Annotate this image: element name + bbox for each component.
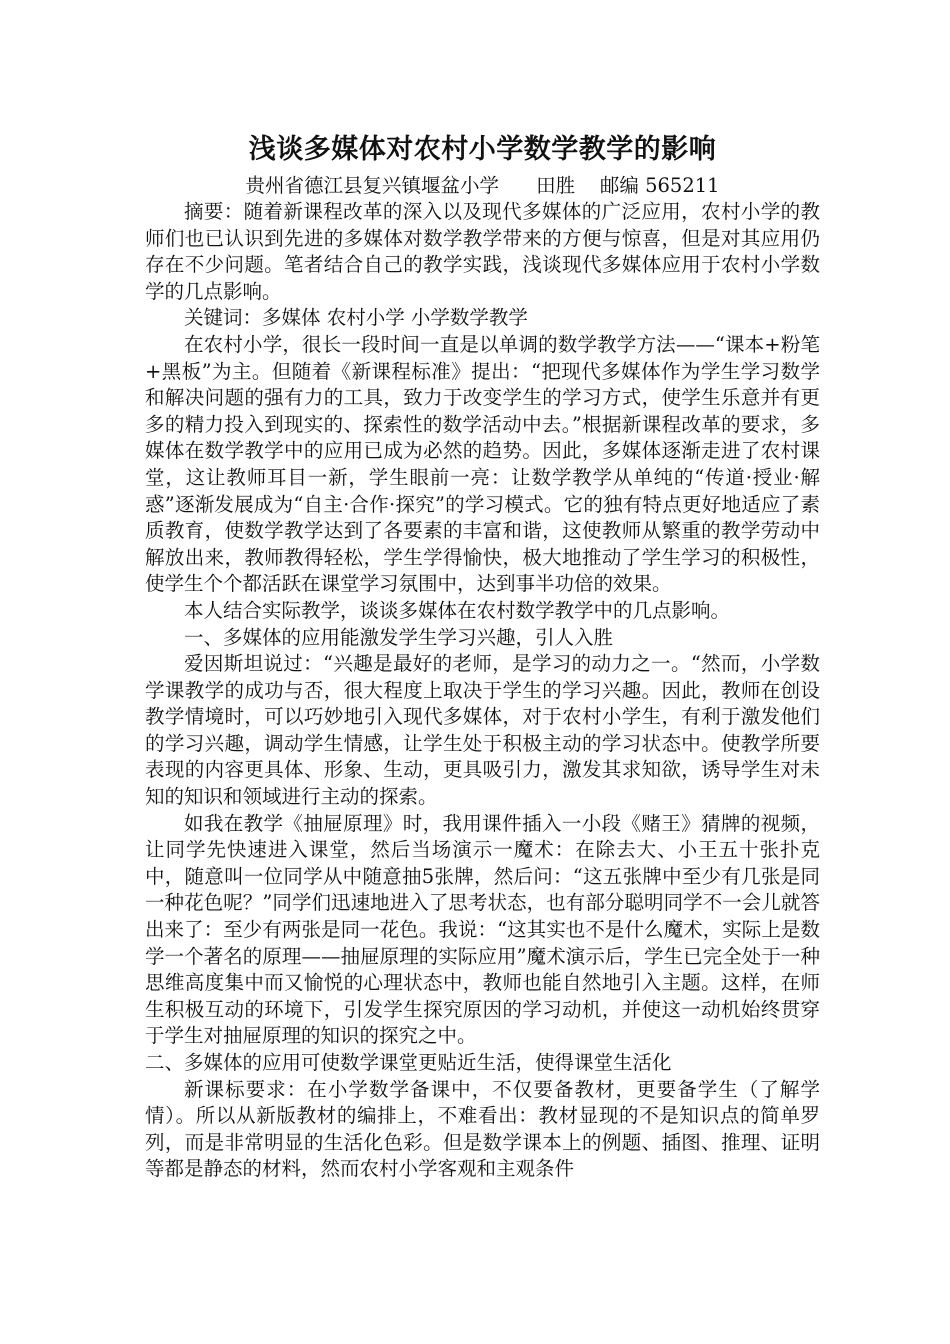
document-title: 浅谈多媒体对农村小学数学教学的影响 xyxy=(248,134,717,165)
body-paragraph: 本人结合实际教学，谈谈多媒体在农村数学教学中的几点影响。 xyxy=(184,598,731,622)
body-paragraph: 新课标要求：在小学数学备课中，不仅要备教材，更要备学生（了解学情）。所以从新版教材的编排上，不难看出：教材显现的不是知识点的简单罗列，而是非常明显的生活化色彩。但是数学课本上的例题、插图、推理、证明等都是静态的材料，然而农村小学客观和主观条件 xyxy=(145,1077,820,1181)
body-paragraph: 爱因斯坦说过：“兴趣是最好的老师，是学习的动力之一。“然而，小学数学课教学的成功与否，很大程度上取决于学生的学习兴趣。因此，教师在创设教学情境时，可以巧妙地引入现代多媒体，对于农村小学生，有利于激发他们的学习兴趣，调动学生情感，让学生处于积极主动的学习状态中。使教学所要表现的内容更具体、形象、生动，更具吸引力，激发其求知欲，诱导学生对未知的知识和领域进行主动的探索。 xyxy=(145,652,820,809)
body-paragraph: 如我在教学《抽屉原理》时，我用课件插入一小段《赌王》猜牌的视频，让同学先快速进入课堂，然后当场演示一魔术：在除去大、小王五十张扑克中，随意叫一位同学从中随意抽5张牌，然后问：“这五张牌中至少有几张是同一种花色呢？”同学们迅速地进入了思考状态，也有部分聪明同学不一会儿就答出来了：至少有两张是同一花色。我说：“这其实也不是什么魔术，实际上是数学一个著名的原理——抽屉原理的实际应用”魔术演示后，学生已完全处于一种思维高度集中而又愉悦的心理状态中，教师也能自然地引入主题。这样，在师生积极互动的环境下，引发学生探究原因的学习动机，并使这一动机始终贯穿于学生对抽屉原理的知识的探究之中。 xyxy=(145,811,820,1048)
section-heading-2: 二、多媒体的应用可使数学课堂更贴近生活，使得课堂生活化 xyxy=(145,1051,672,1074)
abstract-paragraph: 摘要：随着新课程改革的深入以及现代多媒体的广泛应用，农村小学的教师们也已认识到先进的多媒体对数学教学带来的方便与惊喜，但是对其应用仍存在不少问题。笔者结合自己的教学实践，浅谈现代多媒体应用于农村小学数学的几点影响。 xyxy=(145,200,820,303)
keywords-paragraph: 关键词：多媒体 农村小学 小学数学教学 xyxy=(184,306,528,330)
body-paragraph: 在农村小学，很长一段时间一直是以单调的数学教学方法——“课本+粉笔+黑板”为主。但随着《新课程标准》提出：“把现代多媒体作为学生学习数学和解决问题的强有力的工具，致力于改变学生的学习方式，使学生乐意并有更多的精力投入到现实的、探索性的数学活动中去。”根据新课程改革的要求，多媒体在数学教学中的应用已成为必然的趋势。因此，多媒体逐渐走进了农村课堂，这让教师耳目一新，学生眼前一亮：让数学教学从单纯的“传道·授业·解惑”逐渐发展成为“自主·合作·探究”的学习模式。它的独有特点更好地适应了素质教育，使数学教学达到了各要素的丰富和谐，这使教师从繁重的教学劳动中解放出来，教师教得轻松，学生学得愉快，极大地推动了学生学习的积极性，使学生个个都活跃在课堂学习氛围中，达到事半功倍的效果。 xyxy=(145,332,820,596)
section-heading-1: 一、多媒体的应用能激发学生学习兴趣，引人入胜 xyxy=(184,625,614,649)
document-page xyxy=(145,128,820,1183)
author-byline: 贵州省德江县复兴镇堰盆小学 田胜 邮编 565211 xyxy=(245,174,720,197)
